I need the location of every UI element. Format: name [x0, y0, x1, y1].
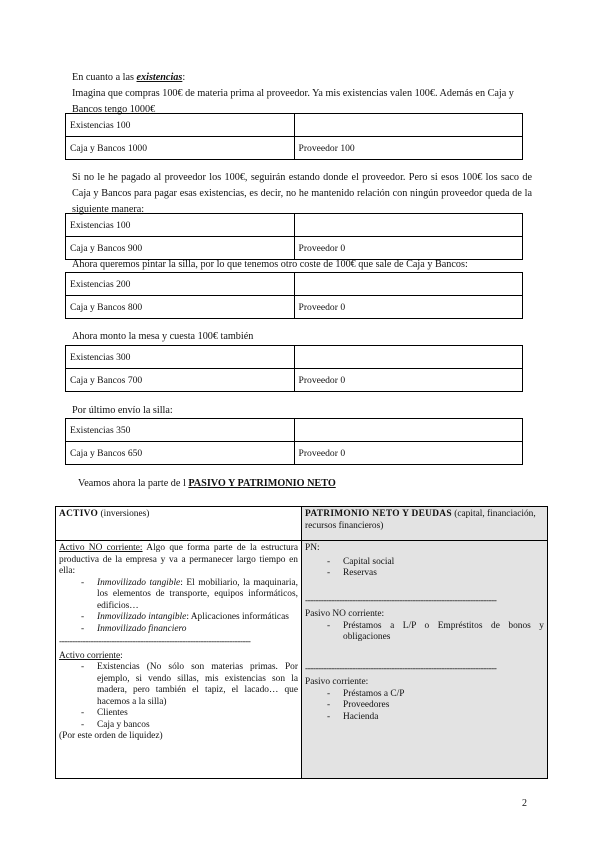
activo-header — [56, 507, 302, 541]
cell: Proveedor 0 — [294, 237, 523, 260]
ledger-table-1 — [65, 113, 523, 160]
list-item — [81, 612, 298, 624]
pnc-label: Pasivo NO corriente: — [305, 609, 385, 619]
ac-list — [59, 662, 298, 731]
cell — [294, 114, 523, 137]
cell: Caja y Bancos 1000 — [66, 137, 295, 160]
paragraph-3: Ahora queremos pintar la silla, por lo que tenemos otro coste de 100€ que sale de Caja y Bancos: — [72, 259, 468, 270]
ledger-table-2 — [65, 213, 523, 260]
list-item: - Hacienda — [327, 712, 544, 724]
balance-sheet-table — [55, 506, 548, 779]
ledger-table-3 — [65, 272, 523, 319]
divider: ------------------------------------------------------------------------- — [305, 663, 497, 674]
paragraph-6 — [78, 476, 538, 492]
para6-term: PASIVO Y PATRIMONIO NETO — [188, 478, 336, 489]
ac-label: Activo corriente — [59, 650, 121, 661]
cell: Proveedor 100 — [294, 137, 523, 160]
ledger-table-4 — [65, 345, 523, 392]
cell — [294, 273, 523, 296]
list-item: - Proveedores — [327, 700, 544, 712]
intro-suffix: : — [182, 72, 186, 83]
para6-prefix: Veamos ahora la parte de l — [78, 478, 189, 489]
ac-colon: : — [120, 650, 123, 661]
pasivo-header — [302, 507, 548, 541]
pnc-list — [305, 621, 544, 644]
pasivo-header-bold: PATRIMONIO NETO Y DEUDAS — [305, 509, 452, 519]
cell — [294, 419, 523, 442]
cell: Caja y Bancos 700 — [66, 369, 295, 392]
paragraph-4: Ahora monto la mesa y cuesta 100€ también — [72, 331, 254, 342]
intro-term: existencias — [136, 72, 183, 83]
activo-header-bold: ACTIVO — [59, 509, 99, 519]
pasivo-body — [302, 541, 548, 779]
anc-list — [59, 578, 298, 636]
anc-item-name: Inmovilizado intangible — [97, 612, 187, 622]
intro-prefix: En cuanto a las — [72, 72, 137, 83]
list-item: - Préstamos a L/P o Empréstitos de bonos y obligaciones — [327, 621, 544, 644]
cell: Existencias 200 — [66, 273, 295, 296]
anc-item-name: Inmovilizado financiero — [97, 623, 187, 634]
pc-label: Pasivo corriente: — [305, 677, 369, 687]
list-item: - Capital social — [327, 557, 544, 569]
divider: ------------------------------------------------------------------------- — [305, 595, 497, 606]
list-item — [81, 624, 298, 636]
anc-desc: Algo que forma parte de la estructura productiva de la empresa y va a permanecer largo tiempo en ella: — [59, 543, 298, 576]
page-number: 2 — [522, 798, 527, 809]
pn-label: PN: — [305, 543, 320, 553]
pasivo-header-rest: (capital, financiación, recursos financieros) — [305, 509, 536, 531]
anc-block — [59, 543, 298, 578]
cell: Caja y Bancos 650 — [66, 442, 295, 465]
list-item: - Préstamos a C/P — [327, 689, 544, 701]
ac-block — [59, 651, 298, 663]
cell — [294, 346, 523, 369]
paragraph-5: Por último envío la silla: — [72, 405, 173, 416]
activo-body — [56, 541, 302, 779]
list-item: - Reservas — [327, 568, 544, 580]
cell: Existencias 100 — [66, 114, 295, 137]
cell: Existencias 350 — [66, 419, 295, 442]
intro-paragraph — [72, 70, 532, 118]
anc-item-name: Inmovilizado tangible — [97, 577, 181, 588]
activo-header-rest: (inversiones) — [98, 509, 150, 519]
anc-label: Activo NO corriente: — [59, 543, 143, 553]
list-item: - Clientes — [81, 708, 298, 720]
ledger-table-5 — [65, 418, 523, 465]
cell — [294, 214, 523, 237]
divider: ------------------------------------------------------------------------- — [59, 637, 251, 647]
anc-item-desc: : Aplicaciones informáticas — [186, 612, 289, 622]
cell: Caja y Bancos 800 — [66, 296, 295, 319]
pc-list — [305, 689, 544, 724]
cell: Caja y Bancos 900 — [66, 237, 295, 260]
cell: Existencias 100 — [66, 214, 295, 237]
cell: Proveedor 0 — [294, 442, 523, 465]
pn-list — [305, 557, 544, 580]
paragraph-2: Si no le he pagado al proveedor los 100€, seguirán estando donde el proveedor. Pero si esos 100€ los saco de Caja y Bancos para pagar esas existencias, es decir, no he mantenido relación con ningún proveedor queda de la siguiente manera: — [72, 172, 532, 215]
ac-note: (Por este orden de liquidez) — [59, 731, 163, 741]
cell: Existencias 300 — [66, 346, 295, 369]
anc-item-desc: : El mobiliario, la maquinaria, los elementos de transporte, equipos informáticos, edificios… — [97, 577, 298, 611]
cell: Proveedor 0 — [294, 296, 523, 319]
list-item: - Caja y bancos — [81, 720, 298, 732]
list-item — [81, 578, 298, 613]
cell: Proveedor 0 — [294, 369, 523, 392]
intro-text: Imagina que compras 100€ de materia prima al proveedor. Ya mis existencias valen 100€. Además en Caja y Bancos tengo 1000€ — [72, 88, 514, 115]
list-item: - Existencias (No sólo son materias primas. Por ejemplo, si vendo sillas, mis existencias son la madera, pero también el tapiz, el lacado… que hacemos a la silla) — [81, 662, 298, 708]
